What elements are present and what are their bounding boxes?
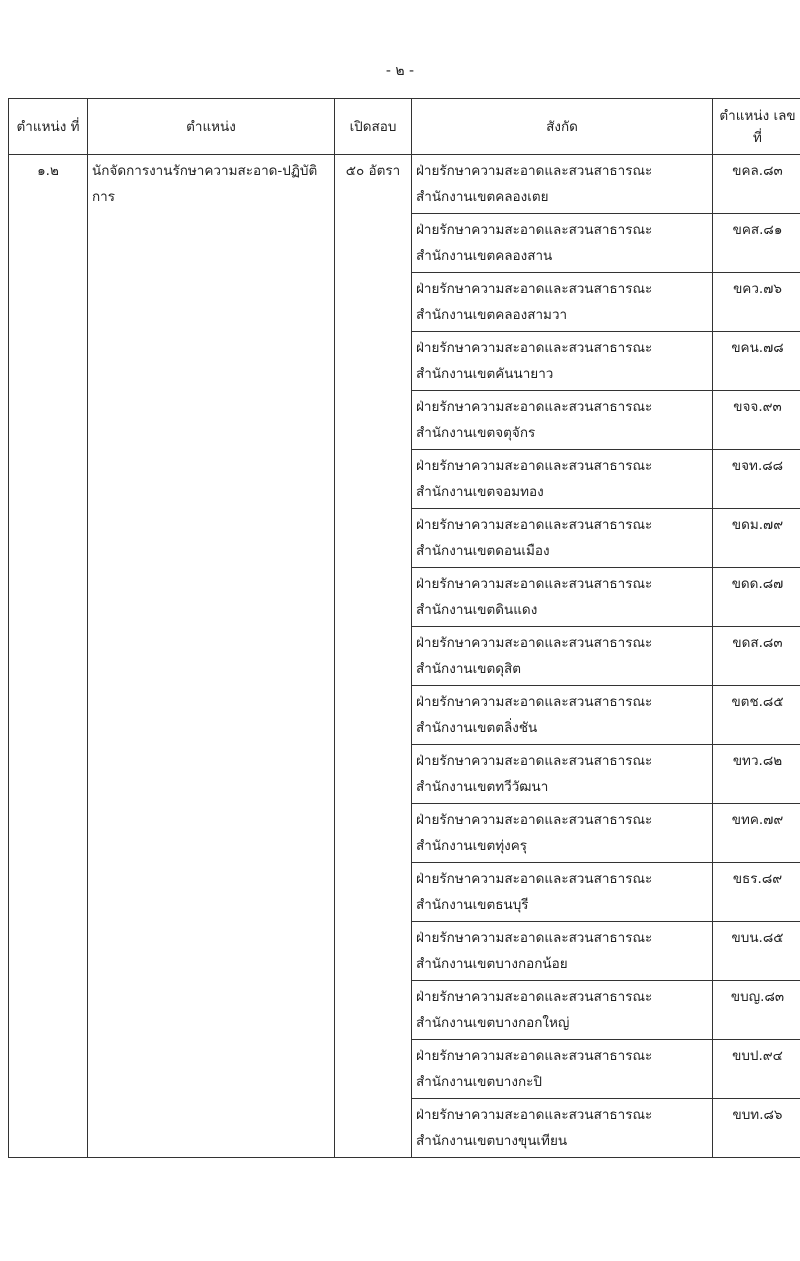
header-open: เปิดสอบ	[335, 99, 412, 155]
office: สำนักงานเขตบางขุนเทียน	[416, 1133, 568, 1149]
affiliation-cell	[412, 981, 713, 1040]
unit: ฝ่ายรักษาความสะอาดและสวนสาธารณะ	[416, 281, 653, 297]
positions-table	[8, 98, 800, 1158]
unit: ฝ่ายรักษาความสะอาดและสวนสาธารณะ	[416, 340, 653, 356]
office: สำนักงานเขตดุสิต	[416, 661, 522, 677]
office: สำนักงานเขตคันนายาว	[416, 366, 554, 382]
office: สำนักงานเขตทวีวัฒนา	[416, 779, 549, 795]
position-code: ขดส.๘๓	[713, 627, 800, 686]
unit: ฝ่ายรักษาความสะอาดและสวนสาธารณะ	[416, 1048, 653, 1064]
position-code: ขจท.๘๘	[713, 450, 800, 509]
office: สำนักงานเขตตลิ่งชัน	[416, 720, 538, 736]
header-position: ตำแหน่ง	[88, 99, 335, 155]
position-code: ขคล.๘๓	[713, 155, 800, 214]
unit: ฝ่ายรักษาความสะอาดและสวนสาธารณะ	[416, 222, 653, 238]
affiliation-cell	[412, 214, 713, 273]
header-affiliation: สังกัด	[412, 99, 713, 155]
unit: ฝ่ายรักษาความสะอาดและสวนสาธารณะ	[416, 1107, 653, 1123]
position-code: ขบน.๘๕	[713, 922, 800, 981]
affiliation-cell	[412, 273, 713, 332]
affiliation-cell	[412, 1040, 713, 1099]
office: สำนักงานเขตคลองสาน	[416, 248, 553, 264]
position-code: ขบท.๘๖	[713, 1099, 800, 1158]
affiliation-cell	[412, 922, 713, 981]
entry-open: ๕๐ อัตรา	[335, 155, 412, 1158]
affiliation-cell	[412, 863, 713, 922]
unit: ฝ่ายรักษาความสะอาดและสวนสาธารณะ	[416, 812, 653, 828]
affiliation-cell	[412, 450, 713, 509]
office: สำนักงานเขตดอนเมือง	[416, 543, 550, 559]
office: สำนักงานเขตคลองสามวา	[416, 307, 568, 323]
position-code: ขคว.๗๖	[713, 273, 800, 332]
unit: ฝ่ายรักษาความสะอาดและสวนสาธารณะ	[416, 635, 653, 651]
affiliation-cell	[412, 568, 713, 627]
position-code: ขคน.๗๘	[713, 332, 800, 391]
position-code: ขคส.๘๑	[713, 214, 800, 273]
affiliation-cell	[412, 155, 713, 214]
affiliation-cell	[412, 509, 713, 568]
affiliation-cell	[412, 804, 713, 863]
unit: ฝ่ายรักษาความสะอาดและสวนสาธารณะ	[416, 163, 653, 179]
position-code: ขทว.๘๒	[713, 745, 800, 804]
affiliation-cell	[412, 332, 713, 391]
entry-no: ๑.๒	[9, 155, 88, 1158]
affiliation-cell	[412, 686, 713, 745]
office: สำนักงานเขตธนบุรี	[416, 897, 529, 913]
unit: ฝ่ายรักษาความสะอาดและสวนสาธารณะ	[416, 871, 653, 887]
unit: ฝ่ายรักษาความสะอาดและสวนสาธารณะ	[416, 694, 653, 710]
office: สำนักงานเขตบางกอกใหญ่	[416, 1015, 570, 1031]
position-code: ขตช.๘๕	[713, 686, 800, 745]
unit: ฝ่ายรักษาความสะอาดและสวนสาธารณะ	[416, 753, 653, 769]
office: สำนักงานเขตดินแดง	[416, 602, 538, 618]
header-pos-no: ตำแหน่ง เลขที่	[713, 99, 800, 155]
position-code: ขทค.๗๙	[713, 804, 800, 863]
position-code: ขบป.๙๔	[713, 1040, 800, 1099]
unit: ฝ่ายรักษาความสะอาดและสวนสาธารณะ	[416, 399, 653, 415]
affiliation-cell	[412, 745, 713, 804]
office: สำนักงานเขตทุ่งครุ	[416, 838, 528, 854]
office: สำนักงานเขตบางกะปิ	[416, 1074, 542, 1090]
unit: ฝ่ายรักษาความสะอาดและสวนสาธารณะ	[416, 930, 653, 946]
header-no: ตำแหน่ง ที่	[9, 99, 88, 155]
office: สำนักงานเขตบางกอกน้อย	[416, 956, 568, 972]
table-header	[9, 99, 800, 155]
position-code: ขจจ.๙๓	[713, 391, 800, 450]
position-code: ขดม.๗๙	[713, 509, 800, 568]
unit: ฝ่ายรักษาความสะอาดและสวนสาธารณะ	[416, 989, 653, 1005]
position-code: ขบญ.๘๓	[713, 981, 800, 1040]
position-code: ขธร.๘๙	[713, 863, 800, 922]
unit: ฝ่ายรักษาความสะอาดและสวนสาธารณะ	[416, 458, 653, 474]
affiliation-cell	[412, 1099, 713, 1158]
position-code: ขดด.๘๗	[713, 568, 800, 627]
office: สำนักงานเขตจอมทอง	[416, 484, 544, 500]
affiliation-cell	[412, 627, 713, 686]
entry-position: นักจัดการงานรักษาความสะอาด-ปฏิบัติการ	[88, 155, 335, 1158]
table-row	[9, 155, 800, 214]
unit: ฝ่ายรักษาความสะอาดและสวนสาธารณะ	[416, 517, 653, 533]
page-number: - ๒ -	[385, 63, 415, 79]
office: สำนักงานเขตคลองเตย	[416, 189, 549, 205]
affiliation-cell	[412, 391, 713, 450]
office: สำนักงานเขตจตุจักร	[416, 425, 536, 441]
unit: ฝ่ายรักษาความสะอาดและสวนสาธารณะ	[416, 576, 653, 592]
